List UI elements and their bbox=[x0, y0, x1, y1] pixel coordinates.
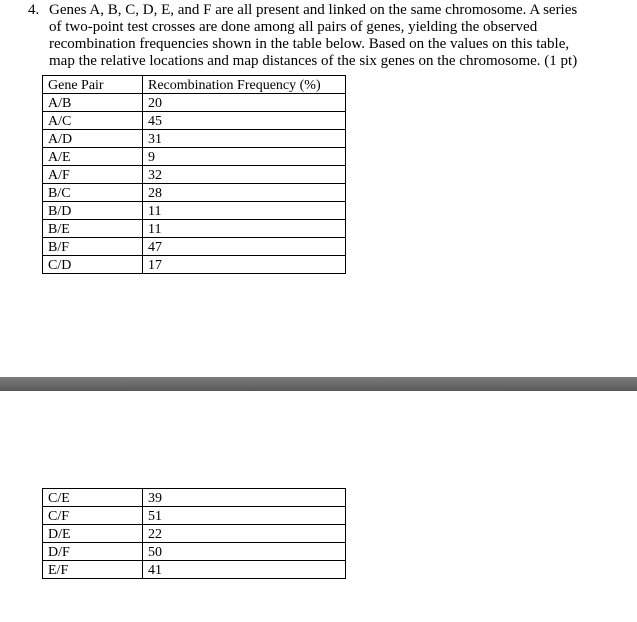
table-row bbox=[43, 507, 346, 525]
gene-pair-cell: A/F bbox=[43, 166, 143, 184]
frequency-cell: 20 bbox=[143, 94, 346, 112]
frequency-cell: 28 bbox=[143, 184, 346, 202]
frequency-cell: 41 bbox=[143, 561, 346, 579]
frequency-cell: 50 bbox=[143, 543, 346, 561]
frequency-cell: 47 bbox=[143, 238, 346, 256]
question-block bbox=[28, 2, 628, 70]
table-row bbox=[43, 166, 346, 184]
gene-pair-cell: C/F bbox=[43, 507, 143, 525]
header-gene-pair: Gene Pair bbox=[43, 76, 143, 94]
table-row bbox=[43, 112, 346, 130]
table-row bbox=[43, 543, 346, 561]
gene-pair-cell: A/B bbox=[43, 94, 143, 112]
frequency-cell: 32 bbox=[143, 166, 346, 184]
table-row bbox=[43, 256, 346, 274]
gene-pair-cell: D/F bbox=[43, 543, 143, 561]
gene-pair-cell: B/C bbox=[43, 184, 143, 202]
recombination-table-top bbox=[42, 75, 346, 274]
gene-pair-cell: B/F bbox=[43, 238, 143, 256]
frequency-cell: 9 bbox=[143, 148, 346, 166]
gene-pair-cell: A/D bbox=[43, 130, 143, 148]
gene-pair-cell: D/E bbox=[43, 525, 143, 543]
frequency-cell: 39 bbox=[143, 489, 346, 507]
recombination-table-bottom bbox=[42, 488, 346, 579]
table-row bbox=[43, 220, 346, 238]
question-text: Genes A, B, C, D, E, and F are all present and linked on the same chromosome. A series of two-point test crosses are done among all pairs of genes, yielding the observed recombination frequencies shown in the table below. Based on the values on this table, map the relative locations and map distances of the six genes on the chromosome. (1 pt) bbox=[49, 2, 578, 69]
table-header-row bbox=[43, 76, 346, 94]
table-row bbox=[43, 489, 346, 507]
frequency-cell: 45 bbox=[143, 112, 346, 130]
gene-pair-cell: E/F bbox=[43, 561, 143, 579]
frequency-cell: 51 bbox=[143, 507, 346, 525]
gene-pair-cell: B/D bbox=[43, 202, 143, 220]
gene-pair-cell: A/C bbox=[43, 112, 143, 130]
table-row bbox=[43, 148, 346, 166]
header-recombination-frequency: Recombination Frequency (%) bbox=[143, 76, 346, 94]
table-row bbox=[43, 238, 346, 256]
frequency-cell: 22 bbox=[143, 525, 346, 543]
gene-pair-cell: B/E bbox=[43, 220, 143, 238]
table-row bbox=[43, 202, 346, 220]
frequency-cell: 11 bbox=[143, 202, 346, 220]
gene-pair-cell: C/D bbox=[43, 256, 143, 274]
table-row bbox=[43, 561, 346, 579]
table-row bbox=[43, 184, 346, 202]
gene-pair-cell: C/E bbox=[43, 489, 143, 507]
table-row bbox=[43, 130, 346, 148]
table-row bbox=[43, 94, 346, 112]
gene-pair-cell: A/E bbox=[43, 148, 143, 166]
frequency-cell: 31 bbox=[143, 130, 346, 148]
page-break-divider bbox=[0, 377, 637, 391]
table-row bbox=[43, 525, 346, 543]
question-number: 4. bbox=[28, 2, 40, 18]
frequency-cell: 17 bbox=[143, 256, 346, 274]
frequency-cell: 11 bbox=[143, 220, 346, 238]
